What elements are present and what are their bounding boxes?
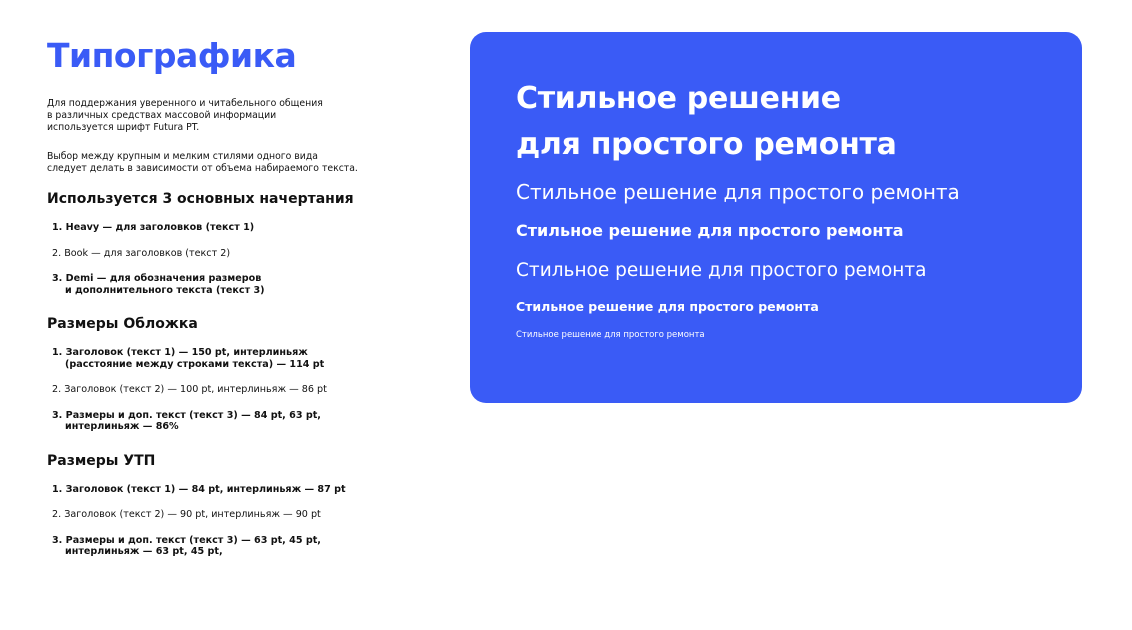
list-item: 2. Заголовок (текст 2) — 90 pt, интерлиньяж — 90 pt — [52, 509, 321, 521]
section-heading-cover-sizes: Размеры Обложка — [47, 316, 198, 333]
intro-paragraph: Для поддержания уверенного и читабельного общения в различных средствах массовой информации используется шрифт Futura PT. — [47, 98, 323, 134]
sample-book-medium: Стильное решение для простого ремонта — [516, 260, 927, 281]
list-item: 3. Demi — для обозначения размеров и дополнительного текста (текст 3) — [52, 273, 265, 296]
list-item: 1. Heavy — для заголовков (текст 1) — [52, 222, 255, 234]
list-item: 3. Размеры и доп. текст (текст 3) — 84 pt, 63 pt, интерлиньяж — 86% — [52, 409, 321, 433]
style-choice-paragraph: Выбор между крупным и мелким стилями одного вида следует делать в зависимости от объема набираемого текста. — [47, 150, 358, 174]
sample-heavy-heading: Стильное решение для простого ремонта — [516, 81, 897, 162]
list-item: 1. Заголовок (текст 1) — 84 pt, интерлиньяж — 87 pt — [52, 483, 346, 495]
typography-sample-card — [470, 32, 1082, 403]
page-title: Типографика — [47, 36, 297, 75]
list-item: 2. Book — для заголовков (текст 2) — [52, 247, 231, 259]
cover-sizes-list — [47, 347, 427, 433]
weights-list — [47, 222, 427, 296]
list-item: 3. Размеры и доп. текст (текст 3) — 63 pt, 45 pt, интерлиньяж — 63 pt, 45 pt, — [52, 534, 321, 558]
section-heading-weights: Используется 3 основных начертания — [47, 191, 354, 208]
sample-book-large: Стильное решение для простого ремонта — [516, 180, 960, 204]
typography-description — [47, 36, 427, 578]
sample-book-small: Стильное решение для простого ремонта — [516, 330, 705, 340]
utp-sizes-list — [47, 484, 427, 558]
sample-demi-small: Стильное решение для простого ремонта — [516, 299, 819, 314]
list-item: 1. Заголовок (текст 1) — 150 pt, интерлиньяж (расстояние между строками текста) — 114 pt — [52, 347, 325, 370]
list-item: 2. Заголовок (текст 2) — 100 pt, интерлиньяж — 86 pt — [52, 384, 327, 396]
section-heading-utp-sizes: Размеры УТП — [47, 452, 156, 469]
sample-demi-large: Стильное решение для простого ремонта — [516, 221, 904, 240]
